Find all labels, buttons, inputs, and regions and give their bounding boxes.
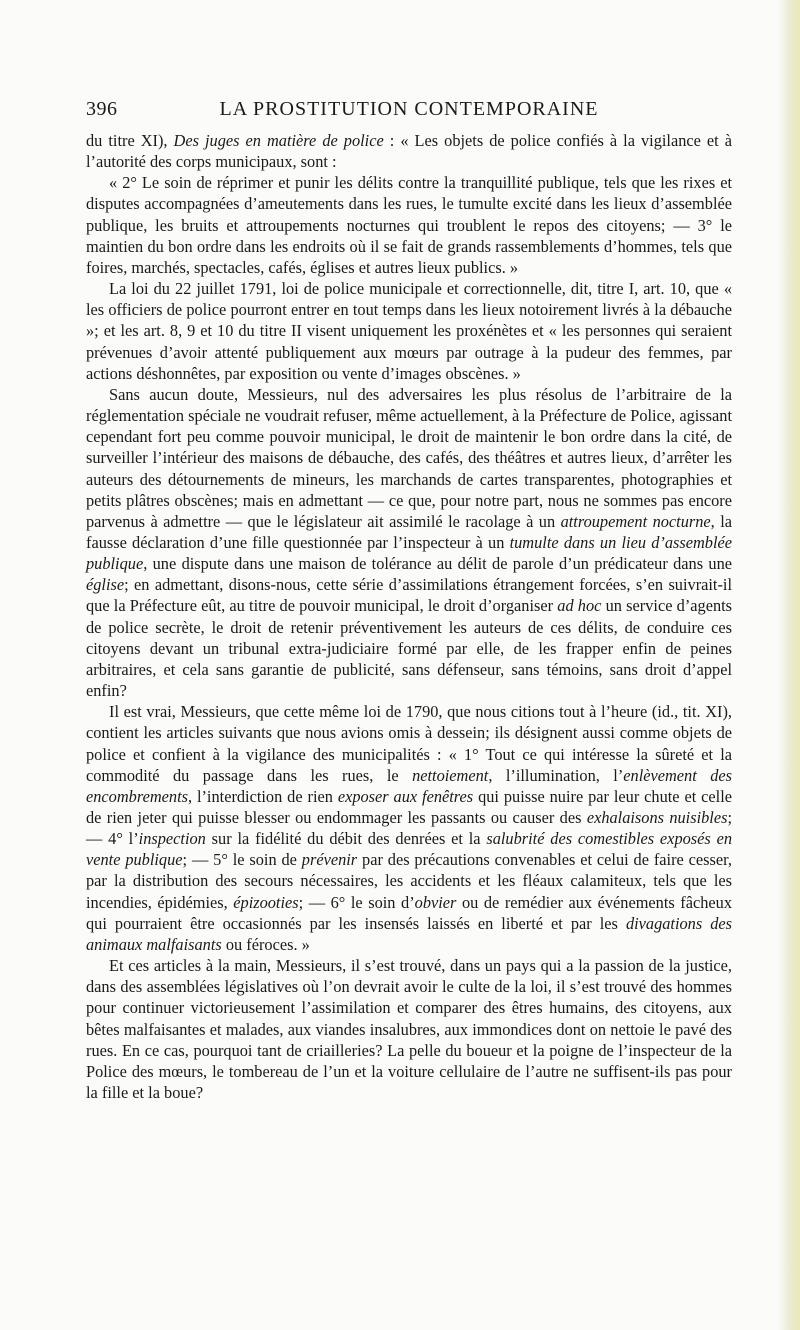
text-run: , une dispute dans une maison de tolérance au délit de parole d’un prédicateur dans une <box>143 554 732 574</box>
text-run: La loi du 22 juillet 1791, loi de police municipale et correctionnelle, dit, titre I, art. 10, que « les officiers de police pourront entrer en tout temps dans les lieux notoirement livrés à la débauche »; et les art. 8, 9 et 10 du titre II visent uniquement les proxénètes et « les personnes qui seraient prévenues d’avoir attenté publiquement aux mœurs par outrage à la pudeur des femmes, par actions déshonnêtes, par exposition ou vente d’images obscènes. » <box>86 279 732 383</box>
italic-text: enlèvement des encombrements <box>86 765 732 806</box>
italic-text: prévenir <box>301 850 358 870</box>
page-edge-shadow <box>778 0 800 1330</box>
italic-text: église <box>86 575 125 595</box>
italic-text: exposer aux fenêtres <box>337 786 474 806</box>
text-run: du titre XI), <box>86 131 174 150</box>
running-title: LA PROSTITUTION CONTEMPORAINE <box>219 98 599 120</box>
text-run: , la fausse déclaration d’une fille questionnée par l’inspecteur à un <box>86 511 732 552</box>
text-run: Il est vrai, Messieurs, que cette même loi de 1790, que nous citions tout à l’heure (id., tit. XI), contient les articles suivants que nous avions omis à dessein; ils désignent aussi comme objets de police et confient à la vigilance des municipalités : « 1° Tout ce qui intéresse la sûreté et la commodité du passage dans les rues, le <box>86 702 732 785</box>
paragraph <box>86 384 732 701</box>
italic-text: épizooties <box>233 892 299 912</box>
italic-text: salubrité des comestibles exposés en vente publique <box>86 829 732 870</box>
text-run: ; — 6° le soin d’ <box>298 892 415 912</box>
text-run: par des précautions convenables et celui de faire cesser, par la distribution des secours nécessaires, les accidents et les fléaux calamiteux, tels que les incendies, épidémies, <box>86 850 732 912</box>
page-number: 396 <box>86 98 118 120</box>
italic-text: attroupement nocturne <box>560 511 711 531</box>
paragraph <box>86 278 732 384</box>
text-run: , l’illumination, l’ <box>488 765 624 785</box>
text-run: ou féroces. » <box>221 934 310 954</box>
italic-text: nettoiement <box>412 765 489 785</box>
italic-text: divagations des animaux malfaisants <box>86 913 733 954</box>
paragraph <box>86 172 732 278</box>
paragraph <box>86 130 732 172</box>
text-run: Sans aucun doute, Messieurs, nul des adversaires les plus résolus de l’arbitraire de la réglementation spéciale ne voudrait refuser, même actuellement, à la Préfecture de Police, agissant cependant fort peu comme pouvoir municipal, le droit de maintenir le bon ordre dans la cité, de surveiller l’intérieur des maisons de débauche, des cafés, des théâtres et autres lieux, d’arrêter les auteurs des détournements de mineurs, les marchands de cartes transparentes, photographies et petits plâtres obscènes; mais en admettant — ce que, pour notre part, nous ne sommes pas encore parvenus à admettre — que le législateur ait assimilé le racolage à un <box>86 384 732 531</box>
italic-text: ad hoc <box>557 596 602 616</box>
text-run: Et ces articles à la main, Messieurs, il s’est trouvé, dans un pays qui a la passion de la justice, dans des assemblées législatives où l’on devrait avoir le culte de la loi, il s’est trouvé des hommes pour continuer victorieusement l’assimilation et comparer des êtres humains, des citoyens, aux bêtes malfaisantes et malades, aux viandes insalubres, aux immondices dont on nettoie le pavé des rues. En ce cas, pourquoi tant de criailleries? La pelle du boueur et la poigne de l’inspecteur de la Police des mœurs, le tombereau de l’un et la voiture cellulaire de l’autre ne suffisent-ils pas pour la fille et la boue? <box>86 956 732 1103</box>
text-run: ou de remédier aux événements fâcheux qui pourraient être occasionnés par les insensés laissés en liberté et par les <box>86 892 733 933</box>
text-run: sur la fidélité du débit des denrées et la <box>205 829 487 849</box>
page-header <box>86 98 732 124</box>
text-run: qui puisse nuire par leur chute et celle de rien jeter qui puisse blesser ou endommager les passants ou causer des <box>86 786 732 827</box>
italic-text: Des juges en matière de police <box>173 131 384 150</box>
text-run: « 2° Le soin de réprimer et punir les délits contre la tranquillité publique, tels que les rixes et disputes accompagnées d’ameutements dans les rues, le tumulte excité dans les lieux d’assemblée publique, les bruits et attroupements nocturnes qui troublent le repos des citoyens; — 3° le maintien du bon ordre dans les endroits où il se fait de grands rassemblements d’hommes, tels que foires, marchés, spectacles, cafés, églises et autres lieux publics. » <box>86 173 732 277</box>
italic-text: tumulte dans un lieu d’assemblée publique <box>86 532 732 574</box>
paragraph <box>86 955 732 1103</box>
paragraph <box>86 701 732 955</box>
body-text <box>86 130 732 1103</box>
italic-text: inspection <box>138 829 206 849</box>
text-run: ; — 4° l’ <box>86 808 732 849</box>
text-run: un service d’agents de police secrète, le droit de retenir préventivement les auteurs de ces délits, de conduire ces citoyens devant un tribunal extra-judiciaire formé par elle, de les frapper enfin de peines arbitraires, et cela sans garantie de publicité, sans défenseur, sans témoins, sans droit d’appel enfin? <box>86 596 733 701</box>
text-run: ; en admettant, disons-nous, cette série d’assimilations étrangement forcées, s’en suivrait-il que la Préfecture eût, au titre de pouvoir municipal, le droit d’organiser <box>86 575 732 616</box>
text-run: , l’interdiction de rien <box>187 786 338 806</box>
italic-text: obvier <box>414 892 457 912</box>
text-run: ; — 5° le soin de <box>182 850 302 870</box>
italic-text: exhalaisons nuisibles <box>586 808 728 827</box>
text-run: : « Les objets de police confiés à la vigilance et à l’autorité des corps municipaux, sont : <box>86 131 732 172</box>
